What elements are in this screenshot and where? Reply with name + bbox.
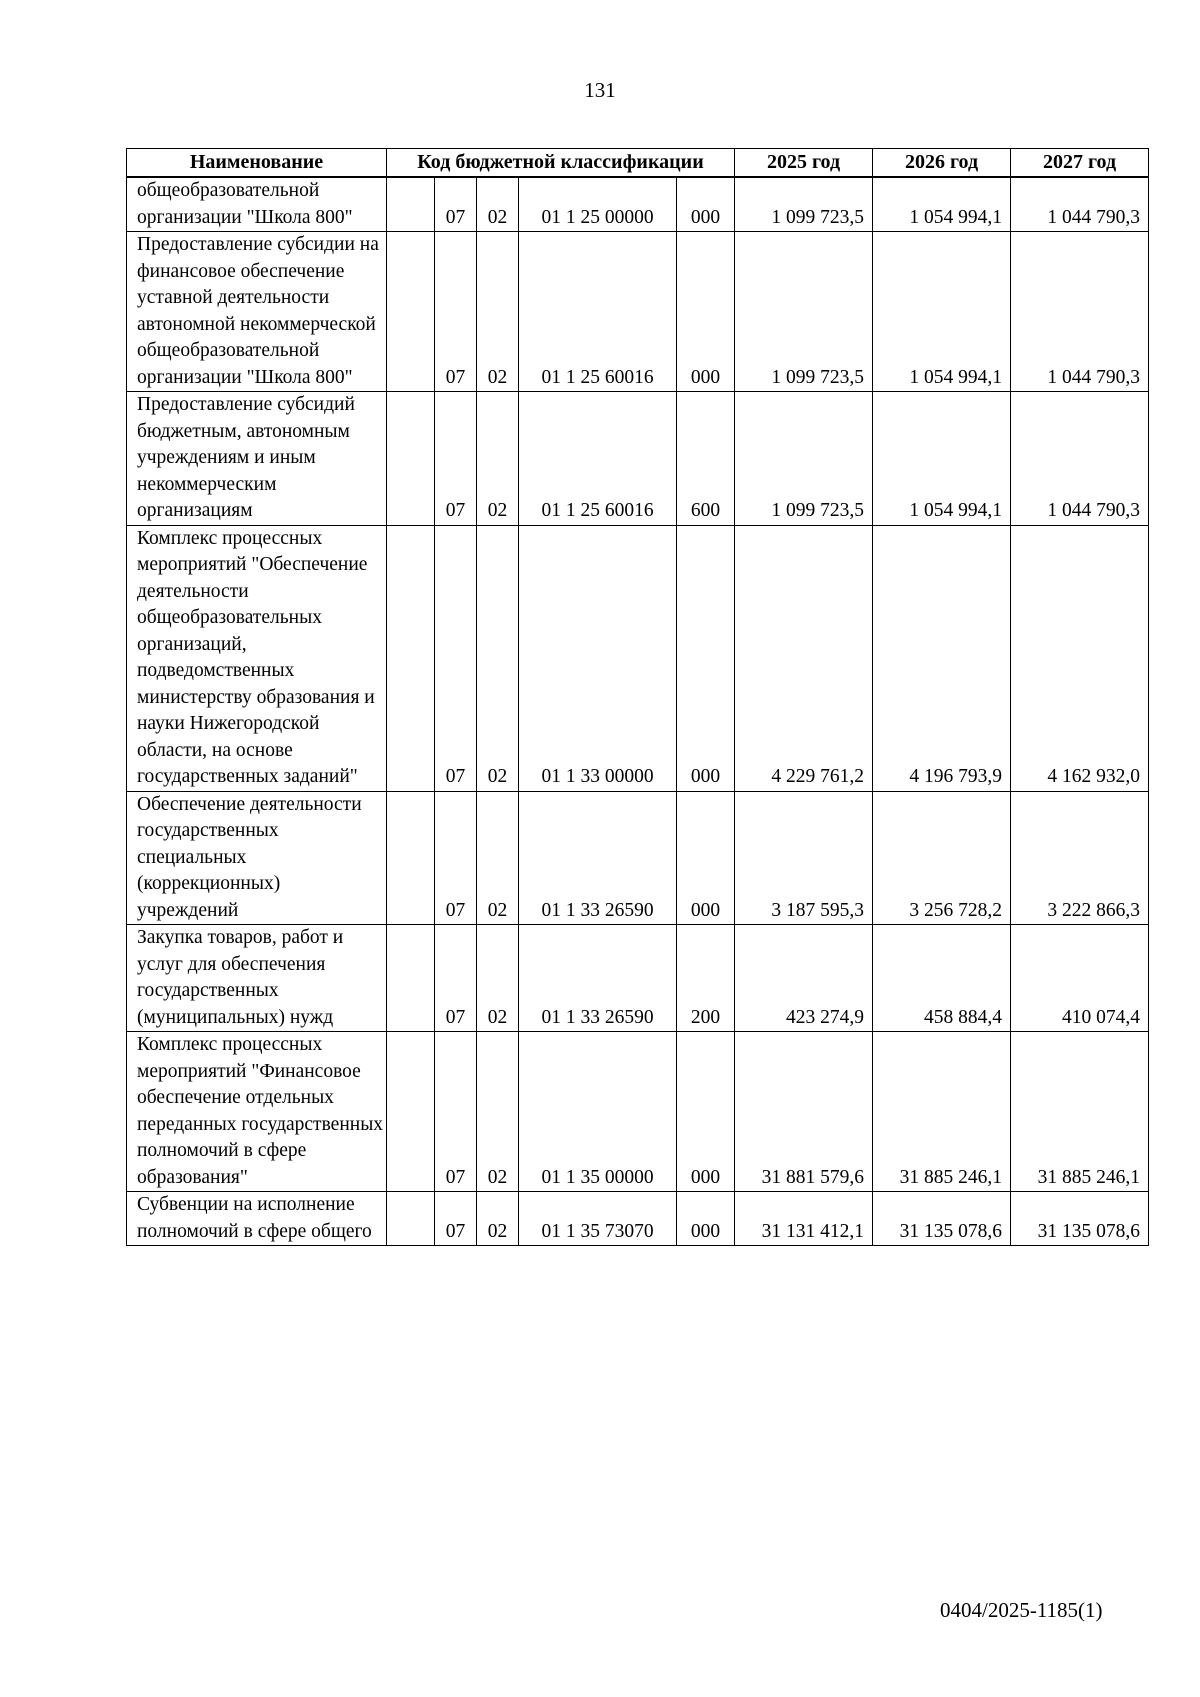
row-blank-cell [387,232,435,392]
row-2027: 31 885 246,1 [1011,1032,1149,1192]
table-row [127,392,1149,526]
header-name: Наименование [127,149,387,178]
row-subsection: 02 [477,525,519,791]
header-2026: 2026 год [873,149,1011,178]
row-blank-cell [387,392,435,526]
row-blank-cell [387,177,435,232]
row-2025: 31 881 579,6 [735,1032,873,1192]
row-2025: 1 099 723,5 [735,177,873,232]
row-target: 01 1 35 73070 [519,1192,677,1246]
row-name: Закупка товаров, работ и услуг для обеспечения государственных (муниципальных) нужд [127,925,387,1032]
row-2025: 3 187 595,3 [735,791,873,925]
row-blank-cell [387,925,435,1032]
row-blank-cell [387,1032,435,1192]
row-2026: 458 884,4 [873,925,1011,1032]
row-2027: 4 162 932,0 [1011,525,1149,791]
row-2027: 1 044 790,3 [1011,392,1149,526]
row-target: 01 1 33 00000 [519,525,677,791]
table-row [127,1032,1149,1192]
row-type: 000 [677,791,735,925]
row-blank-cell [387,1192,435,1246]
row-name: Обеспечение деятельности государственных специальных (коррекционных) учреждений [127,791,387,925]
row-blank-cell [387,791,435,925]
row-subsection: 02 [477,177,519,232]
row-name: Предоставление субсидий бюджетным, автономным учреждениям и иным некоммерческим организациям [127,392,387,526]
row-2025: 1 099 723,5 [735,392,873,526]
row-target: 01 1 35 00000 [519,1032,677,1192]
row-section: 07 [435,525,477,791]
row-2027: 31 135 078,6 [1011,1192,1149,1246]
row-2027: 410 074,4 [1011,925,1149,1032]
row-section: 07 [435,791,477,925]
row-2026: 4 196 793,9 [873,525,1011,791]
row-2025: 31 131 412,1 [735,1192,873,1246]
row-name: Предоставление субсидии на финансовое обеспечение уставной деятельности автономной некоммерческой общеобразовательной организации "Школа 800" [127,232,387,392]
row-2025: 4 229 761,2 [735,525,873,791]
row-target: 01 1 25 60016 [519,392,677,526]
row-2027: 1 044 790,3 [1011,177,1149,232]
row-2027: 3 222 866,3 [1011,791,1149,925]
row-subsection: 02 [477,1192,519,1246]
row-type: 000 [677,232,735,392]
row-type: 600 [677,392,735,526]
table-row [127,791,1149,925]
header-2025: 2025 год [735,149,873,178]
row-section: 07 [435,177,477,232]
document-number: 0404/2025-1185(1) [940,1598,1103,1622]
row-name: общеобразовательной организации "Школа 800" [127,177,387,232]
row-type: 200 [677,925,735,1032]
row-type: 000 [677,177,735,232]
header-code: Код бюджетной классификации [387,149,735,178]
row-section: 07 [435,925,477,1032]
row-2026: 1 054 994,1 [873,392,1011,526]
row-section: 07 [435,1032,477,1192]
row-name: Субвенции на исполнение полномочий в сфере общего [127,1192,387,1246]
row-2027: 1 044 790,3 [1011,232,1149,392]
table-row [127,232,1149,392]
table-row [127,1192,1149,1246]
row-target: 01 1 25 00000 [519,177,677,232]
row-section: 07 [435,392,477,526]
row-2026: 31 885 246,1 [873,1032,1011,1192]
row-2026: 3 256 728,2 [873,791,1011,925]
table-row [127,177,1149,232]
row-2026: 1 054 994,1 [873,232,1011,392]
row-name: Комплекс процессных мероприятий "Финансовое обеспечение отдельных переданных государственных полномочий в сфере образования" [127,1032,387,1192]
row-section: 07 [435,232,477,392]
row-target: 01 1 33 26590 [519,925,677,1032]
table-header-row [127,149,1149,178]
row-subsection: 02 [477,1032,519,1192]
row-name: Комплекс процессных мероприятий "Обеспечение деятельности общеобразовательных организаций, подведомственных министерству образования и науки Нижегородской области, на основе государственных заданий" [127,525,387,791]
budget-table [126,148,1149,1246]
row-2025: 1 099 723,5 [735,232,873,392]
page-number: 131 [584,78,616,102]
row-subsection: 02 [477,925,519,1032]
row-subsection: 02 [477,232,519,392]
row-subsection: 02 [477,392,519,526]
table-row [127,525,1149,791]
row-type: 000 [677,525,735,791]
row-2025: 423 274,9 [735,925,873,1032]
header-2027: 2027 год [1011,149,1149,178]
row-section: 07 [435,1192,477,1246]
row-target: 01 1 25 60016 [519,232,677,392]
row-subsection: 02 [477,791,519,925]
row-type: 000 [677,1032,735,1192]
row-target: 01 1 33 26590 [519,791,677,925]
row-2026: 1 054 994,1 [873,177,1011,232]
table-row [127,925,1149,1032]
row-2026: 31 135 078,6 [873,1192,1011,1246]
row-type: 000 [677,1192,735,1246]
row-blank-cell [387,525,435,791]
